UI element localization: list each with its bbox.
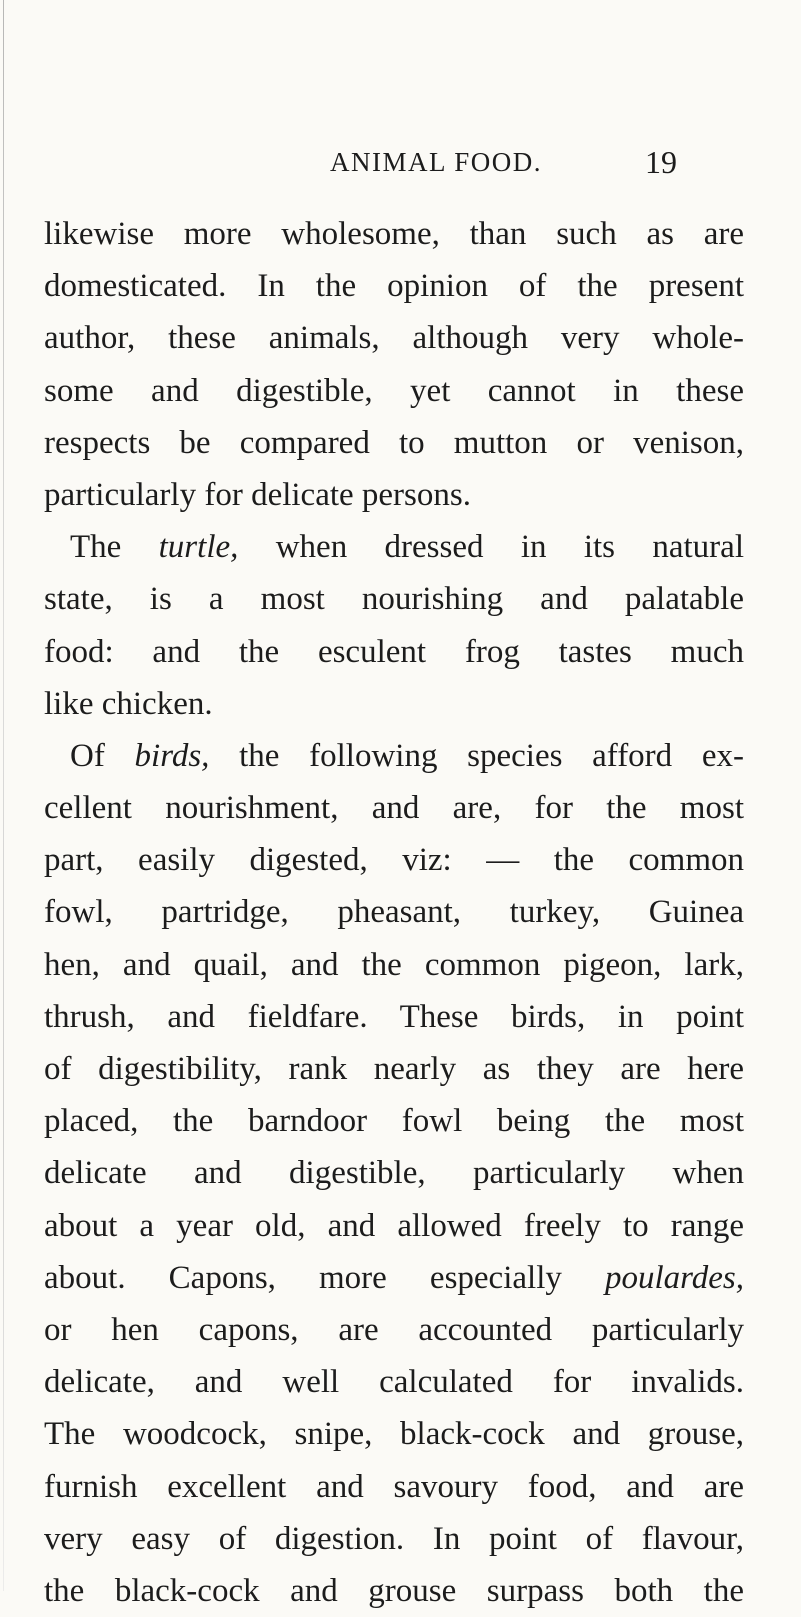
text-line: domesticated. In the opinion of the present bbox=[44, 268, 744, 305]
text-run: Of bbox=[70, 737, 135, 774]
text-run: when dressed in its natural bbox=[238, 529, 744, 566]
body-text bbox=[44, 208, 744, 1617]
text-line bbox=[44, 1252, 744, 1304]
text-line: like chicken. bbox=[44, 685, 213, 722]
text-line: hen, and quail, and the common pigeon, lark, bbox=[44, 946, 744, 983]
text-line: The woodcock, snipe, black-cock and grouse, bbox=[44, 1416, 744, 1453]
text-line: particularly for delicate persons. bbox=[44, 476, 471, 513]
running-header bbox=[0, 142, 801, 182]
text-line: fowl, partridge, pheasant, turkey, Guinea bbox=[44, 894, 744, 931]
text-line: about a year old, and allowed freely to range bbox=[44, 1207, 744, 1244]
text-line: thrush, and fieldfare. These birds, in point bbox=[44, 998, 744, 1035]
text-line: cellent nourishment, and are, for the most bbox=[44, 790, 744, 827]
text-line: furnish excellent and savoury food, and are bbox=[44, 1468, 744, 1505]
text-line: of digestibility, rank nearly as they are here bbox=[44, 1051, 744, 1087]
text-line: author, these animals, although very whole- bbox=[44, 320, 744, 357]
text-line: very easy of digestion. In point of flavour, bbox=[44, 1520, 744, 1557]
text-line: respects be compared to mutton or venison, bbox=[44, 424, 744, 461]
text-run: The bbox=[70, 529, 159, 566]
page-number: 19 bbox=[645, 144, 677, 180]
text-line bbox=[44, 521, 744, 573]
text-line: placed, the barndoor fowl being the most bbox=[44, 1103, 744, 1140]
italic-term: poulardes, bbox=[604, 1259, 744, 1296]
italic-term: birds, bbox=[134, 737, 210, 774]
text-line: part, easily digested, viz: — the common bbox=[44, 842, 744, 879]
italic-term: turtle, bbox=[158, 529, 239, 566]
text-line: or hen capons, are accounted particularly bbox=[44, 1311, 744, 1348]
text-line: food: and the esculent frog tastes much bbox=[44, 633, 744, 670]
text-line: delicate, and well calculated for invalids. bbox=[44, 1364, 744, 1401]
text-line bbox=[44, 730, 744, 782]
text-line: some and digestible, yet cannot in these bbox=[44, 372, 744, 409]
text-run: about. Capons, more especially bbox=[44, 1259, 605, 1296]
text-run: the following species afford ex- bbox=[209, 737, 745, 774]
page-edge-line bbox=[3, 0, 4, 1591]
text-line: the black-cock and grouse surpass both the bbox=[44, 1572, 744, 1609]
text-line: delicate and digestible, particularly when bbox=[44, 1155, 744, 1192]
running-head-title: ANIMAL FOOD. bbox=[330, 147, 542, 177]
text-line: state, is a most nourishing and palatable bbox=[44, 581, 744, 618]
text-line: likewise more wholesome, than such as are bbox=[44, 216, 744, 252]
